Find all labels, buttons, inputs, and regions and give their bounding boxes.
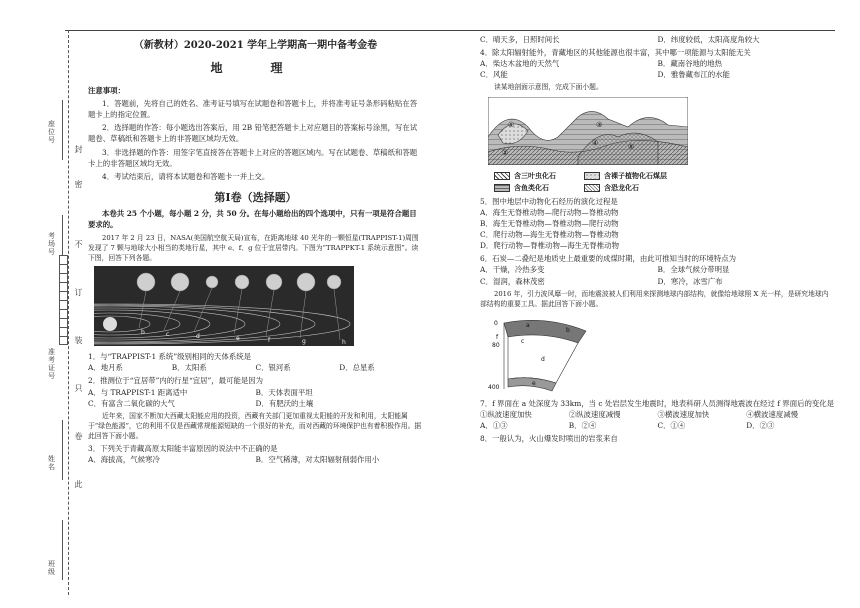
question-8: 8．一般认为，火山爆发时喷出的岩浆来自 xyxy=(480,434,618,444)
question-4-options-a xyxy=(480,58,835,69)
depth-label: 400 xyxy=(488,383,500,391)
note-1: 1．答题前，先将自己的姓名、准考证号填写在试题卷和答题卡上，并将准考证号条形码粘贴在答题卡上的指定位置。 xyxy=(88,99,418,120)
point-label: a xyxy=(526,321,530,329)
exam-room-label: 考场号 xyxy=(47,232,56,256)
option[interactable]: A．地月系 xyxy=(88,363,123,373)
option[interactable]: C．晴天多，日照时间长 xyxy=(480,35,560,44)
exam-room-line[interactable] xyxy=(62,215,63,255)
seal-char: 密 xyxy=(74,180,83,188)
depth-label: 80 xyxy=(492,341,500,349)
legend-item: 含恐龙化石 xyxy=(584,183,734,194)
layer-marker: ④ xyxy=(592,138,599,147)
question-7: 7．f 界面在 a 处深度为 33km，当 c 处岩层发生地震时，地表科研人员测得地震波在经过 f 界面后的变化是 xyxy=(480,399,835,409)
legend-item: 含鱼类化石 xyxy=(494,183,584,194)
geologic-profile-figure xyxy=(488,97,688,165)
question-7-statements xyxy=(480,409,835,420)
layer-marker: ② xyxy=(502,148,509,157)
left-column xyxy=(88,34,423,466)
planet-label: g xyxy=(302,338,306,346)
name-label: 姓名 xyxy=(47,455,56,471)
seat-number-line[interactable] xyxy=(62,100,63,160)
option[interactable]: D．雅鲁藏布江的水能 xyxy=(657,70,730,80)
option[interactable]: B．②④ xyxy=(568,421,597,431)
statement: ③横波速度加快 xyxy=(657,410,710,420)
legend-swatch xyxy=(584,184,600,192)
exam-subject: 地 理 xyxy=(210,61,301,75)
seal-line xyxy=(68,30,69,595)
question-5: 5．图中地层中动物化石经历的演化过程是 xyxy=(480,196,618,206)
question-2: 2．推测位于“宜居带”内的行星“宜居”，最可能是因为 xyxy=(88,376,264,386)
legend-swatch xyxy=(494,172,510,180)
section-title: 第Ⅰ卷（选择题） xyxy=(214,190,297,204)
seal-char: 只 xyxy=(74,384,83,392)
option[interactable]: D．寒冷，冰雪广布 xyxy=(657,276,723,286)
legend-item: 含裸子植物化石煤层 xyxy=(584,171,734,182)
planet-g xyxy=(297,273,315,291)
question-1: 1．与“TRAPPIST-1 系统”级别相同的天体系统是 xyxy=(88,352,252,362)
seal-char: 不 xyxy=(74,240,83,248)
depth-label: 0 xyxy=(494,319,498,327)
option[interactable]: B．天体表面平坦 xyxy=(255,387,313,397)
option[interactable]: C．湿润，森林茂密 xyxy=(480,276,545,286)
option[interactable]: D．总星系 xyxy=(339,363,375,373)
planet-h xyxy=(327,275,341,289)
seat-number-label: 座位号 xyxy=(47,120,56,144)
class-line[interactable] xyxy=(62,520,63,580)
option[interactable]: A．①③ xyxy=(480,421,508,431)
statement: ②纵波速度减慢 xyxy=(568,410,621,420)
planet-label: c xyxy=(166,331,170,339)
option[interactable]: D．纬度较低，太阳高度角较大 xyxy=(657,35,760,44)
note-2: 2．选择题的作答：每小题选出答案后，用 2B 铅笔把答题卡上对应题目的答案标号涂黑，写在试题卷、草稿纸和答题卡上的非答题区域均无效。 xyxy=(88,123,418,144)
geo-legend xyxy=(494,171,835,194)
question-4-options-b xyxy=(480,69,835,80)
legend-swatch xyxy=(584,172,600,180)
point-label: c xyxy=(521,337,525,345)
notes-heading: 注意事项： xyxy=(88,86,125,95)
name-line[interactable] xyxy=(62,420,63,480)
option[interactable]: D．爬行动物—脊椎动物—海生无脊椎动物 xyxy=(480,241,619,251)
note-4: 4．考试结束后，请将本试题卷和答题卡一并上交。 xyxy=(102,171,270,181)
star-trappist xyxy=(103,317,117,331)
option[interactable]: A．干燥，冷热多变 xyxy=(480,265,545,275)
option[interactable]: B．空气稀薄，对太阳辐射削弱作用小 xyxy=(255,455,380,465)
option[interactable]: B．全球气候分带明显 xyxy=(657,265,730,275)
option[interactable]: B．海生无脊椎动物—脊椎动物—爬行动物 xyxy=(480,218,619,228)
trappist-system-figure xyxy=(94,266,354,346)
option[interactable]: C．有富含二氧化碳的大气 xyxy=(88,398,175,408)
statement: ①纵波速度加快 xyxy=(480,410,532,420)
ticket-number-boxes[interactable] xyxy=(59,255,68,345)
seal-char: 封 xyxy=(74,145,83,153)
question-6-options-a xyxy=(480,264,835,275)
legend-swatch xyxy=(494,184,510,192)
section-intro: 本卷共 25 个小题，每小题 2 分，共 50 分。在每小题给出的四个选项中，只有一项是符合题目要求的。 xyxy=(88,209,417,230)
seal-char: 卷 xyxy=(74,432,83,440)
option[interactable]: B．藏南谷地的地热 xyxy=(657,59,723,69)
binding-margin xyxy=(0,0,83,608)
planet-f xyxy=(266,274,282,290)
right-column xyxy=(480,34,835,445)
planet-e xyxy=(235,275,249,289)
top-rule xyxy=(65,30,835,31)
legend-item: 含三叶虫化石 xyxy=(494,171,584,182)
layer-marker: ⑤ xyxy=(628,142,635,151)
exam-title: （新教材）2020-2021 学年上学期高一期中备考金卷 xyxy=(133,40,378,51)
option[interactable]: C．银河系 xyxy=(255,363,291,373)
interface-label: f xyxy=(496,333,499,341)
option[interactable]: C．风能 xyxy=(480,70,508,80)
question-2-options-b xyxy=(88,398,423,409)
layer-label: e xyxy=(532,379,536,387)
question-3-options-b xyxy=(480,34,835,45)
question-7-options xyxy=(480,420,835,431)
seal-char: 订 xyxy=(74,288,83,296)
question-6: 6．石炭—二叠纪是地质史上最重要的成煤时期，由此可推知当时的环境特点为 xyxy=(480,254,736,264)
option[interactable]: A．海生无脊椎动物—爬行动物—脊椎动物 xyxy=(480,207,619,217)
option[interactable]: A．柴达木盆地的天然气 xyxy=(480,59,560,69)
option[interactable]: A．与 TRAPPIST-1 距离适中 xyxy=(88,387,188,397)
question-6-options-b xyxy=(480,276,835,287)
statement: ④横波速度减慢 xyxy=(746,410,798,420)
layer-label: d xyxy=(541,355,545,363)
seal-char: 装 xyxy=(74,336,83,344)
passage-trappist: 2017 年 2 月 23 日，NASA(美国航空航天局)宣布，在距离地球 40 光年的一颗恒星(TRAPPIST-1)周围发现了 7 颗与地球大小相当的类地行星，其中 e、f、g 位于宜居带内。下图为“TRAPPKT-1 系统示意图”。读下图，回答下列各题。 xyxy=(88,233,419,262)
question-1-options xyxy=(88,362,423,373)
question-3: 3．下列关于青藏高原太阳能丰富原因的说法中不正确的是 xyxy=(88,444,278,454)
option[interactable]: C．①④ xyxy=(657,421,686,431)
seal-char: 此 xyxy=(74,480,83,488)
passage-seismic: 2016 年，引力波风靡一时，而地震波被人们利用来探测地球内部结构，就像给地球照 X 光一样，是研究地球内部结构的重要工具。据此回答下面小题。 xyxy=(480,289,829,308)
planet-d xyxy=(206,276,218,288)
question-3-options-a xyxy=(88,454,423,465)
layer-marker: ③ xyxy=(596,120,603,129)
ticket-number-label: 准考证号 xyxy=(47,348,56,380)
layer-marker: ① xyxy=(508,120,515,129)
question-4: 4．除太阳辐射能外，青藏地区的其他能源也很丰富，其中哪一项能源与太阳能无关 xyxy=(480,48,751,58)
planet-label: b xyxy=(141,329,145,337)
planet-label: e xyxy=(236,335,240,343)
planet-label: f xyxy=(268,337,271,345)
question-2-options-a xyxy=(88,387,423,398)
passage-tibet-solar: 近年来，国家不断加大西藏太阳能应用的投资，西藏有关部门更加重视太阳能的开发和利用，太阳能属于“绿色能源”，它的利用不仅是西藏常规能源短缺的一个很好的补充，而对西藏的环境保护也有着积极作用。据此回答下面小题。 xyxy=(88,411,422,441)
option[interactable]: C．爬行动物—海生无脊椎动物—脊椎动物 xyxy=(480,230,619,240)
option[interactable]: D．②③ xyxy=(746,421,775,431)
planet-label: d xyxy=(196,333,200,341)
note-3: 3．非选择题的作答：用签字笔直接答在答题卡上对应的答题区域内。写在试题卷、草稿纸和答题卡上的非答题区域均无效。 xyxy=(88,147,418,168)
point-label: b xyxy=(566,326,570,334)
planet-label: h xyxy=(342,339,346,347)
class-label: 班级 xyxy=(47,560,56,576)
option[interactable]: B．太阳系 xyxy=(171,363,207,373)
option[interactable]: A．海拔高，气候寒冷 xyxy=(88,455,160,465)
option[interactable]: D．有肥沃的土壤 xyxy=(255,398,314,408)
planet-c xyxy=(171,273,189,291)
geo-profile-intro: 读某地剖面示意图，完成下面小题。 xyxy=(494,83,603,92)
earth-interior-figure xyxy=(486,313,596,393)
planet-b xyxy=(137,273,155,291)
